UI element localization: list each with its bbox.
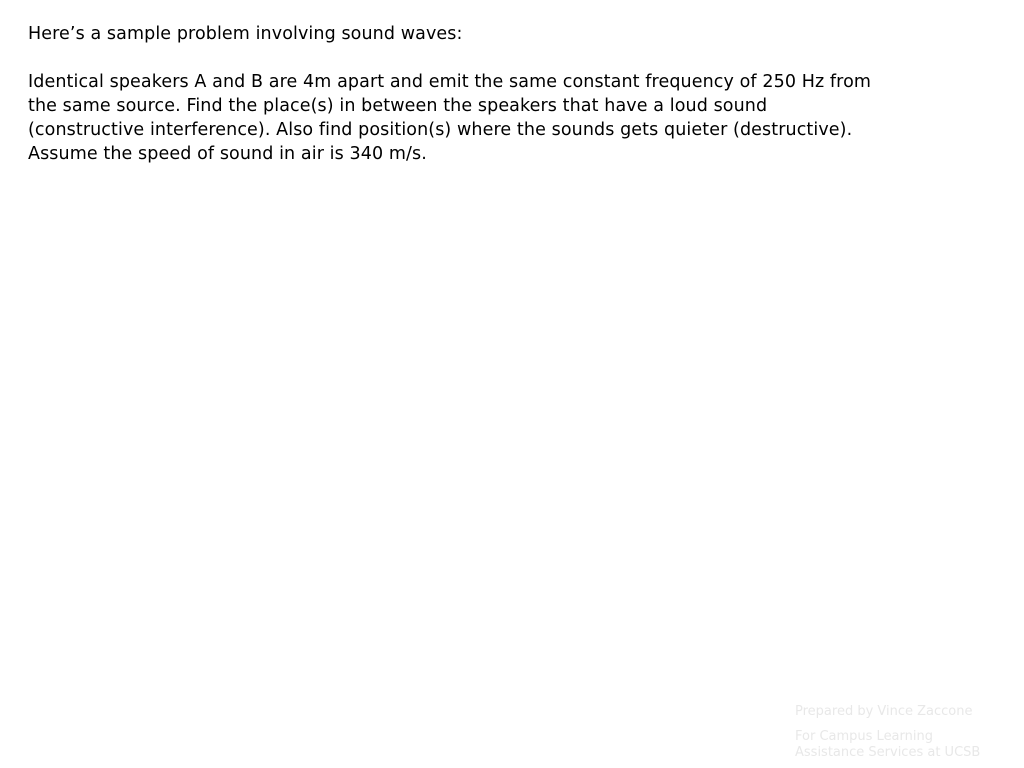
problem-statement (28, 70, 998, 166)
problem-line-3: (constructive interference). Also find position(s) where the sounds gets quieter (destructive). (28, 120, 853, 140)
footer-credit (795, 704, 1015, 761)
prepared-by-text: Prepared by Vince Zaccone (795, 704, 973, 719)
org-line-2: Assistance Services at UCSB (795, 745, 981, 760)
problem-line-1: Identical speakers A and B are 4m apart and emit the same constant frequency of 250 Hz from (28, 72, 872, 92)
org-line-1: For Campus Learning (795, 729, 933, 744)
intro-text: Here’s a sample problem involving sound waves: (28, 24, 463, 44)
slide-content (28, 22, 998, 166)
problem-line-4: Assume the speed of sound in air is 340 m/s. (28, 144, 427, 164)
problem-line-2: the same source. Find the place(s) in between the speakers that have a loud sound (28, 96, 768, 116)
